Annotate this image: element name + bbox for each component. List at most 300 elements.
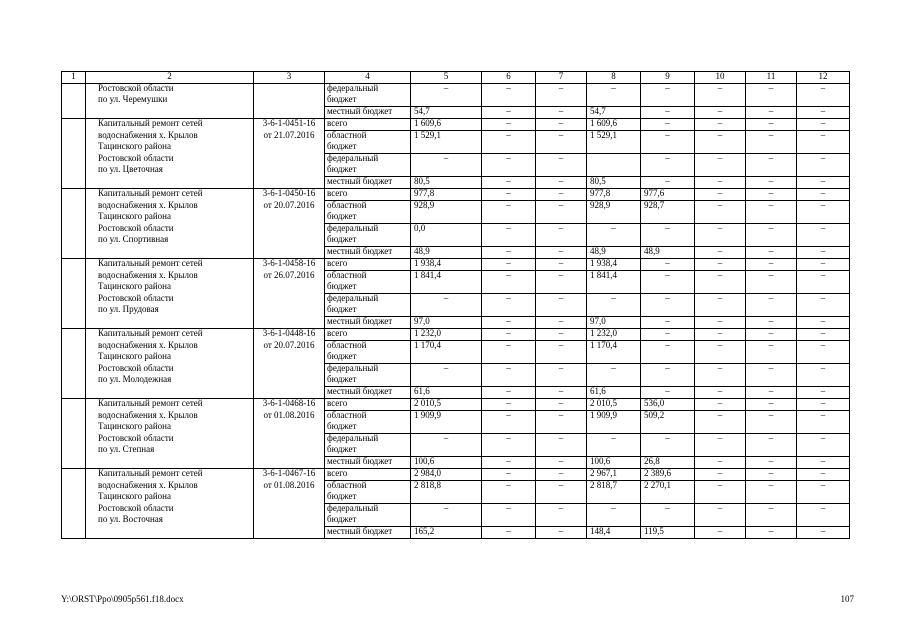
funding-source-cell: всего [325,119,411,131]
value-cell: – [587,84,641,96]
document-cell: от 20.07.2016 [254,341,325,353]
value-cell [482,375,536,387]
object-name-cell: Капитальный ремонт сетей [86,399,254,411]
value-cell: 119,5 [641,527,695,539]
value-cell [797,282,850,294]
value-cell: – [695,434,746,446]
row-number-cell [62,259,86,271]
value-cell [797,422,850,434]
table-row [62,142,850,154]
value-cell: – [746,107,797,119]
table-row [62,317,850,329]
document-cell [254,375,325,387]
object-name-cell: Капитальный ремонт сетей [86,119,254,131]
funding-source-cell: областной [325,481,411,493]
object-name-cell: водоснабжения х. Крылов [86,201,254,213]
value-cell: 928,7 [641,201,695,213]
table-row [62,504,850,516]
value-cell: – [695,154,746,166]
object-name-cell: по ул. Спортивная [86,235,254,247]
document-cell [254,235,325,247]
value-cell [536,282,587,294]
value-cell: – [746,527,797,539]
document-cell: от 01.08.2016 [254,411,325,423]
object-name-cell: Ростовской области [86,84,254,96]
table-row [62,259,850,271]
value-cell [482,282,536,294]
value-cell [587,282,641,294]
value-cell: – [482,387,536,399]
value-cell [587,95,641,107]
value-cell: – [411,364,482,376]
table-row [62,341,850,353]
table-row [62,235,850,247]
value-cell [746,445,797,457]
table-row [62,305,850,317]
table-row [62,434,850,446]
row-number-cell [62,177,86,189]
value-cell [536,212,587,224]
value-cell: – [482,411,536,423]
object-name-cell: Капитальный ремонт сетей [86,259,254,271]
funding-source-cell: федеральный [325,434,411,446]
table-row [62,515,850,527]
value-cell: – [797,177,850,189]
value-cell [641,422,695,434]
row-number-cell [62,492,86,504]
table-row [62,189,850,201]
value-cell [746,235,797,247]
value-cell [641,352,695,364]
value-cell: 1 938,4 [411,259,482,271]
column-header: 7 [536,72,587,84]
value-cell: – [797,84,850,96]
object-name-cell: по ул. Восточная [86,515,254,527]
table-row [62,445,850,457]
value-cell: 1 841,4 [587,271,641,283]
value-cell: 928,9 [411,201,482,213]
funding-source-cell: федеральный [325,154,411,166]
document-cell [254,95,325,107]
value-cell [695,212,746,224]
value-cell: – [797,119,850,131]
value-cell [695,515,746,527]
value-cell [746,282,797,294]
column-header: 9 [641,72,695,84]
object-name-cell: Тацинского района [86,212,254,224]
value-cell: – [482,154,536,166]
value-cell: – [536,154,587,166]
value-cell: – [746,481,797,493]
value-cell: 100,6 [587,457,641,469]
value-cell: 80,5 [411,177,482,189]
value-cell [587,235,641,247]
value-cell [536,352,587,364]
value-cell: – [797,294,850,306]
table-row [62,95,850,107]
funding-source-cell: местный бюджет [325,457,411,469]
row-number-cell [62,212,86,224]
funding-source-cell: областной [325,201,411,213]
value-cell: – [695,201,746,213]
row-number-cell [62,84,86,96]
document-cell [254,154,325,166]
funding-source-cell: федеральный [325,294,411,306]
value-cell: 1 609,6 [587,119,641,131]
value-cell: – [536,504,587,516]
value-cell: – [695,119,746,131]
value-cell [695,95,746,107]
table-row [62,224,850,236]
value-cell [641,142,695,154]
value-cell: – [746,131,797,143]
row-number-cell [62,235,86,247]
row-number-cell [62,504,86,516]
value-cell: – [797,364,850,376]
value-cell [797,375,850,387]
document-cell [254,457,325,469]
object-name-cell: по ул. Черемушки [86,95,254,107]
value-cell: 97,0 [587,317,641,329]
object-name-cell [86,247,254,259]
row-number-cell [62,294,86,306]
row-number-cell [62,457,86,469]
value-cell: – [746,364,797,376]
value-cell: – [797,469,850,481]
value-cell: – [641,317,695,329]
value-cell: – [536,177,587,189]
value-cell: – [695,481,746,493]
value-cell: – [536,411,587,423]
value-cell: – [797,457,850,469]
object-name-cell: Ростовской области [86,224,254,236]
funding-source-cell: бюджет [325,515,411,527]
table-row [62,399,850,411]
row-number-cell [62,527,86,539]
value-cell: 928,9 [587,201,641,213]
value-cell: 1 232,0 [587,329,641,341]
table-row [62,469,850,481]
value-cell [695,375,746,387]
value-cell [482,422,536,434]
value-cell: – [695,189,746,201]
value-cell: – [797,247,850,259]
column-header: 2 [86,72,254,84]
value-cell: – [746,271,797,283]
object-name-cell: Тацинского района [86,142,254,154]
object-name-cell: Капитальный ремонт сетей [86,189,254,201]
funding-source-cell: федеральный [325,504,411,516]
object-name-cell [86,457,254,469]
value-cell: 977,8 [587,189,641,201]
table-row [62,492,850,504]
header-row [62,72,850,84]
value-cell [482,165,536,177]
document-cell: от 01.08.2016 [254,481,325,493]
value-cell: – [641,387,695,399]
value-cell: – [482,131,536,143]
funding-source-cell: бюджет [325,235,411,247]
document-cell [254,504,325,516]
document-cell: от 26.07.2016 [254,271,325,283]
value-cell: – [695,399,746,411]
value-cell [587,165,641,177]
value-cell: – [797,131,850,143]
table-row [62,247,850,259]
value-cell [746,422,797,434]
row-number-cell [62,375,86,387]
row-number-cell [62,305,86,317]
object-name-cell: Тацинского района [86,422,254,434]
value-cell [536,515,587,527]
value-cell [641,212,695,224]
object-name-cell: по ул. Прудовая [86,305,254,317]
row-number-cell [62,142,86,154]
value-cell [411,142,482,154]
value-cell: – [797,259,850,271]
value-cell: – [482,224,536,236]
value-cell [695,142,746,154]
value-cell: 1 938,4 [587,259,641,271]
value-cell: – [746,177,797,189]
value-cell: 1 170,4 [411,341,482,353]
value-cell: – [411,84,482,96]
table-row [62,84,850,96]
value-cell: – [746,201,797,213]
value-cell: – [482,294,536,306]
row-number-cell [62,201,86,213]
funding-source-cell: бюджет [325,492,411,504]
column-header: 5 [411,72,482,84]
value-cell: – [746,154,797,166]
value-cell: – [482,271,536,283]
value-cell: – [482,84,536,96]
value-cell: – [482,247,536,259]
value-cell [482,95,536,107]
object-name-cell [86,317,254,329]
value-cell: – [746,504,797,516]
footer-file-path: Y:\ORST\Ppo\0905p561.f18.docx [61,594,184,604]
funding-source-cell: бюджет [325,212,411,224]
row-number-cell [62,387,86,399]
document-cell [254,305,325,317]
funding-source-cell: областной [325,411,411,423]
object-name-cell: Ростовской области [86,364,254,376]
value-cell [411,515,482,527]
value-cell [746,352,797,364]
value-cell: 61,6 [411,387,482,399]
funding-source-cell: местный бюджет [325,317,411,329]
value-cell: – [695,341,746,353]
document-cell [254,387,325,399]
value-cell [641,165,695,177]
object-name-cell: водоснабжения х. Крылов [86,271,254,283]
row-number-cell [62,422,86,434]
value-cell [746,165,797,177]
value-cell: – [482,189,536,201]
object-name-cell: Ростовской области [86,504,254,516]
value-cell [411,305,482,317]
value-cell [536,235,587,247]
value-cell: – [482,469,536,481]
document-cell [254,492,325,504]
value-cell: – [695,224,746,236]
object-name-cell [86,107,254,119]
value-cell: – [482,317,536,329]
table-row [62,387,850,399]
document-cell [254,282,325,294]
value-cell [587,445,641,457]
value-cell: 2 818,7 [587,481,641,493]
value-cell [695,235,746,247]
value-cell: – [695,329,746,341]
value-cell: – [797,504,850,516]
value-cell [482,212,536,224]
value-cell: – [536,364,587,376]
value-cell: – [695,387,746,399]
value-cell [746,142,797,154]
value-cell: – [641,294,695,306]
value-cell: 2 270,1 [641,481,695,493]
object-name-cell: Ростовской области [86,154,254,166]
table-row [62,282,850,294]
value-cell: – [536,119,587,131]
funding-source-cell: бюджет [325,165,411,177]
document-cell: 3-6-1-0451-16 [254,119,325,131]
value-cell: – [482,341,536,353]
value-cell: 48,9 [641,247,695,259]
value-cell [797,305,850,317]
page-number: 107 [840,594,854,604]
value-cell: – [536,224,587,236]
value-cell [482,445,536,457]
value-cell: – [482,259,536,271]
value-cell [482,235,536,247]
value-cell: – [587,294,641,306]
value-cell: 1 609,6 [411,119,482,131]
row-number-cell [62,364,86,376]
object-name-cell [86,177,254,189]
value-cell: – [695,247,746,259]
object-name-cell: Тацинского района [86,352,254,364]
document-cell: от 20.07.2016 [254,201,325,213]
value-cell: – [411,504,482,516]
value-cell: 977,8 [411,189,482,201]
value-cell: – [797,527,850,539]
value-cell: – [695,271,746,283]
value-cell: 977,6 [641,189,695,201]
value-cell [482,305,536,317]
value-cell [536,95,587,107]
value-cell: – [695,411,746,423]
value-cell: – [797,154,850,166]
value-cell: 1 841,4 [411,271,482,283]
value-cell [411,235,482,247]
funding-source-cell: бюджет [325,142,411,154]
value-cell: – [746,294,797,306]
funding-source-cell: местный бюджет [325,527,411,539]
value-cell: 1 232,0 [411,329,482,341]
funding-source-cell: всего [325,329,411,341]
value-cell [411,375,482,387]
value-cell [695,165,746,177]
value-cell: – [797,329,850,341]
document-cell [254,527,325,539]
funding-source-cell: бюджет [325,95,411,107]
value-cell: – [797,411,850,423]
value-cell: – [536,131,587,143]
table-row [62,165,850,177]
value-cell: – [797,224,850,236]
value-cell [587,142,641,154]
value-cell [482,352,536,364]
table-row [62,131,850,143]
row-number-cell [62,434,86,446]
value-cell: – [482,201,536,213]
object-name-cell: Капитальный ремонт сетей [86,329,254,341]
table-row [62,201,850,213]
value-cell: – [797,317,850,329]
value-cell: – [536,527,587,539]
value-cell: – [797,271,850,283]
value-cell: – [746,189,797,201]
table-row [62,329,850,341]
object-name-cell: водоснабжения х. Крылов [86,481,254,493]
table-row [62,411,850,423]
value-cell: 61,6 [587,387,641,399]
object-name-cell: по ул. Степная [86,445,254,457]
value-cell: – [641,271,695,283]
row-number-cell [62,131,86,143]
table-row [62,457,850,469]
value-cell: – [797,201,850,213]
funding-source-cell: бюджет [325,445,411,457]
row-number-cell [62,411,86,423]
table-row [62,352,850,364]
value-cell [536,165,587,177]
value-cell: – [536,469,587,481]
value-cell [587,212,641,224]
value-cell [482,492,536,504]
value-cell: 80,5 [587,177,641,189]
value-cell: – [746,469,797,481]
document-cell [254,224,325,236]
value-cell: – [536,399,587,411]
row-number-cell [62,95,86,107]
value-cell: 48,9 [587,247,641,259]
value-cell [411,282,482,294]
value-cell: – [797,107,850,119]
value-cell [695,422,746,434]
value-cell: 2 818,8 [411,481,482,493]
value-cell: – [536,259,587,271]
value-cell [695,352,746,364]
value-cell: – [695,259,746,271]
value-cell: – [587,224,641,236]
value-cell [797,352,850,364]
row-number-cell [62,119,86,131]
column-header: 8 [587,72,641,84]
value-cell: – [695,457,746,469]
value-cell: – [536,317,587,329]
value-cell: – [641,107,695,119]
object-name-cell: водоснабжения х. Крылов [86,411,254,423]
table-row [62,107,850,119]
value-cell: – [797,189,850,201]
value-cell: 2 967,1 [587,469,641,481]
table-row [62,154,850,166]
value-cell: – [536,481,587,493]
